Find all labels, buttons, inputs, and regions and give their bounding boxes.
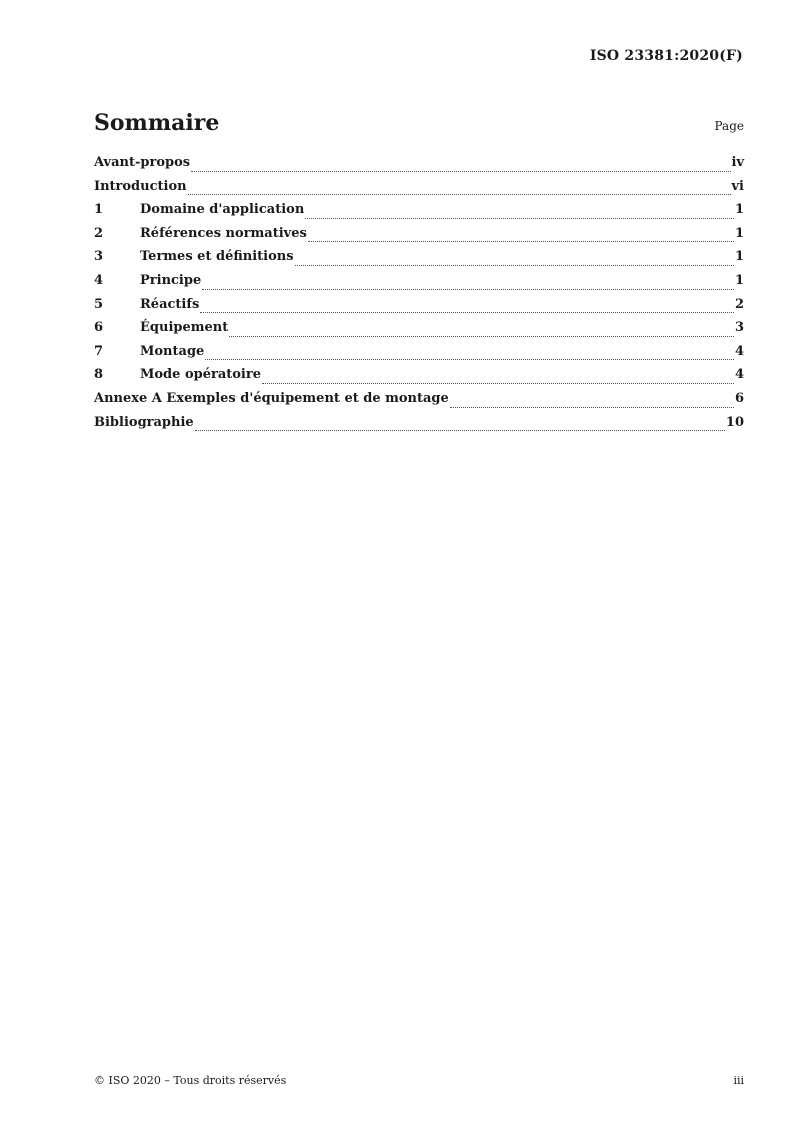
toc-entry-section-2[interactable] — [94, 226, 744, 250]
document-id: ISO 23381:2020(F) — [589, 48, 743, 64]
dot-leader — [262, 382, 734, 384]
toc-entry-number: 3 — [94, 249, 104, 265]
toc-entry-page: 1 — [734, 249, 744, 265]
toc-entry-title: Montage — [140, 343, 205, 359]
toc-entry-number: 8 — [94, 367, 104, 383]
dot-leader — [195, 429, 725, 431]
toc-entry-page: 4 — [734, 367, 744, 383]
toc-entry-page: 1 — [734, 272, 744, 288]
toc-entry-title: Introduction — [94, 178, 187, 194]
toc-entry-number: 5 — [94, 296, 104, 312]
page-footer — [94, 1074, 744, 1087]
toc-entry-number: 7 — [94, 343, 104, 359]
page-column-label: Page — [714, 119, 744, 133]
toc-entry-section-6[interactable] — [94, 320, 744, 344]
toc-entry-avant-propos[interactable] — [94, 155, 744, 179]
toc-entry-number: 6 — [94, 320, 104, 336]
toc-entry-title: Bibliographie — [94, 414, 194, 430]
toc-entry-title: Domaine d'application — [140, 202, 305, 218]
toc-entry-title: Équipement — [140, 320, 229, 336]
toc-entry-section-5[interactable] — [94, 297, 744, 321]
toc-header — [94, 110, 744, 136]
toc-entry-number: 1 — [94, 202, 104, 218]
dot-leader — [295, 264, 734, 266]
toc-entry-bibliographie[interactable] — [94, 415, 744, 439]
toc-entry-title: Annexe A Exemples d'équipement et de montage — [94, 390, 449, 406]
page-number: iii — [733, 1074, 744, 1087]
toc-entry-section-4[interactable] — [94, 273, 744, 297]
toc-entry-number: 4 — [94, 272, 104, 288]
toc-entry-annex-a[interactable] — [94, 391, 744, 415]
dot-leader — [305, 217, 734, 219]
toc-entry-number: 2 — [94, 225, 104, 241]
dot-leader — [202, 288, 734, 290]
toc-entry-section-7[interactable] — [94, 344, 744, 368]
toc-entry-title: Termes et définitions — [140, 249, 294, 265]
page-title: Sommaire — [94, 110, 220, 136]
table-of-contents — [94, 155, 744, 438]
dot-leader — [188, 193, 731, 195]
dot-leader — [200, 311, 734, 313]
toc-entry-page: 1 — [734, 202, 744, 218]
dot-leader — [450, 406, 734, 408]
toc-entry-page: 6 — [734, 390, 744, 406]
dot-leader — [205, 358, 734, 360]
toc-entry-page: vi — [731, 178, 744, 194]
toc-entry-title: Réactifs — [140, 296, 200, 312]
toc-entry-section-8[interactable] — [94, 367, 744, 391]
dot-leader — [308, 240, 734, 242]
toc-entry-title: Mode opératoire — [140, 367, 261, 383]
dot-leader — [229, 335, 734, 337]
toc-entry-page: 4 — [734, 343, 744, 359]
toc-entry-page: 1 — [734, 225, 744, 241]
toc-entry-title: Avant-propos — [94, 155, 191, 170]
toc-entry-section-1[interactable] — [94, 202, 744, 226]
toc-entry-section-3[interactable] — [94, 249, 744, 273]
toc-entry-page: iv — [731, 155, 744, 170]
toc-entry-page: 3 — [734, 320, 744, 336]
toc-entry-title: Principe — [140, 272, 202, 288]
toc-entry-page: 2 — [734, 296, 744, 312]
toc-entry-title: Références normatives — [140, 225, 307, 241]
copyright-notice: © ISO 2020 – Tous droits réservés — [94, 1074, 287, 1087]
dot-leader — [191, 170, 730, 172]
toc-entry-introduction[interactable] — [94, 179, 744, 203]
toc-entry-page: 10 — [725, 414, 744, 430]
